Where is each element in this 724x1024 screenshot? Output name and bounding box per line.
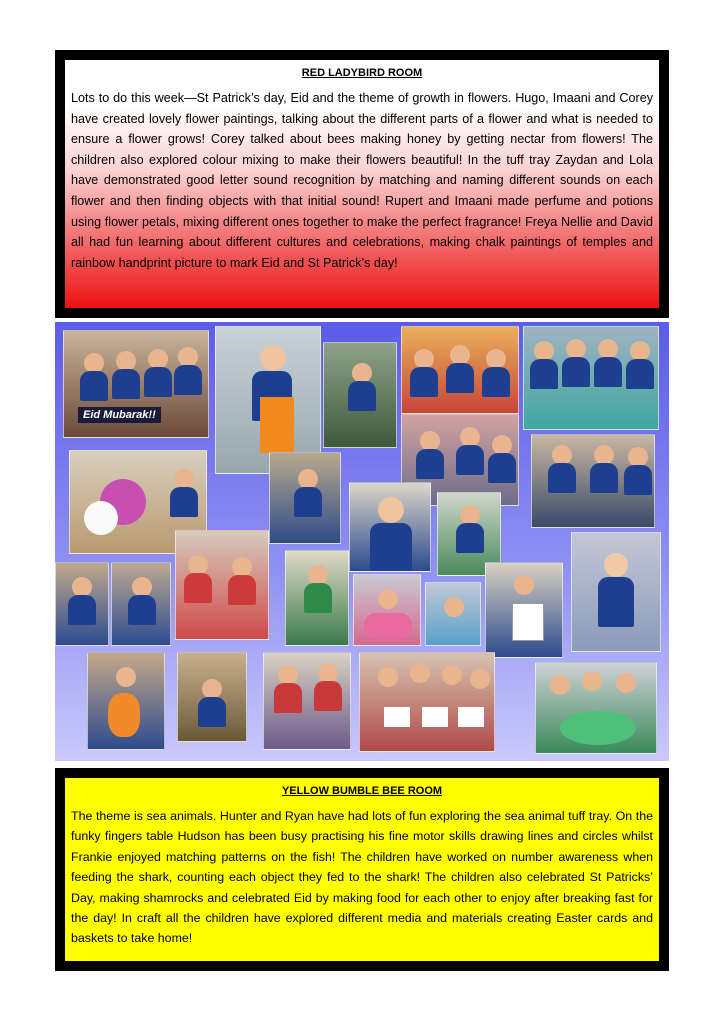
yellow-bumble-bee-room-panel bbox=[55, 768, 669, 971]
photo-boys-red-aprons bbox=[263, 652, 351, 750]
photo-water-tray bbox=[425, 582, 481, 646]
photo-paint-palette bbox=[531, 434, 655, 528]
yellow-room-heading: YELLOW BUMBLE BEE ROOM bbox=[281, 785, 443, 797]
photo-boy-green-leaf bbox=[55, 562, 109, 646]
red-room-heading: RED LADYBIRD ROOM bbox=[301, 67, 423, 79]
photo-toy-car bbox=[353, 574, 421, 646]
photo-sea-tuff-tray bbox=[535, 662, 657, 754]
photo-rainbow-wall bbox=[401, 326, 519, 414]
photo-group-eid bbox=[63, 330, 209, 438]
eid-mubarak-banner: Eid Mubarak!! bbox=[78, 407, 161, 423]
photo-orange-craft bbox=[87, 652, 165, 750]
photo-classroom-boy bbox=[177, 652, 247, 742]
photo-boy-green-apron bbox=[285, 550, 349, 646]
photo-tuff-tray-green bbox=[523, 326, 659, 430]
yellow-room-box bbox=[65, 778, 659, 961]
red-room-box bbox=[65, 60, 659, 308]
photo-slide bbox=[323, 342, 397, 448]
photo-girl-card bbox=[485, 562, 563, 658]
photo-girl-shamrock bbox=[571, 532, 661, 652]
photo-collage bbox=[55, 322, 669, 761]
photo-girls-aprons bbox=[175, 530, 269, 640]
photo-two-children-craft bbox=[111, 562, 171, 646]
red-ladybird-room-panel bbox=[55, 50, 669, 318]
red-room-text: Lots to do this week—St Patrick’s day, Eid and the theme of growth in flowers. Hugo, Imaani and Corey have created lovely flower paintings, talking about the different parts of a flower and what is needed to ensure a flower grows! Corey talked about bees making honey by getting nectar from flowers! The children also explored colour mixing to make their flowers beautiful! In the tuff tray Zaydan and Lola have demonstrated good letter sound recognition by matching and naming different sounds on each flower and then finding objects with that initial sound! Rupert and Imaani made perfume and potions using flower petals, mixing different ones together to make the perfect fragrance! Freya Nellie and David all had fun learning about different cultures and celebrations, making chalk paintings of temples and rainbow handprint picture to mark Eid and St Patrick’s day! bbox=[71, 91, 653, 270]
yellow-room-text: The theme is sea animals. Hunter and Ryan have had lots of fun exploring the sea animal tuff tray. On the funky fingers table Hudson has been busy practising his fine motor skills drawing lines and circles whilst Frankie enjoyed matching patterns on the fish! The children have worked on number awareness when feeding the shark, counting each object they fed to the shark! The children also celebrated St Patricks’ Day, making shamrocks and celebrated Eid by making food for each other to enjoy after breaking fast for the day! In craft all the children have explored different media and materials creating Easter cards and baskets to take home! bbox=[71, 809, 653, 946]
photo-tray-activity bbox=[269, 452, 341, 544]
photo-group-drawings bbox=[359, 652, 495, 752]
photo-boy-smiling bbox=[349, 482, 431, 572]
